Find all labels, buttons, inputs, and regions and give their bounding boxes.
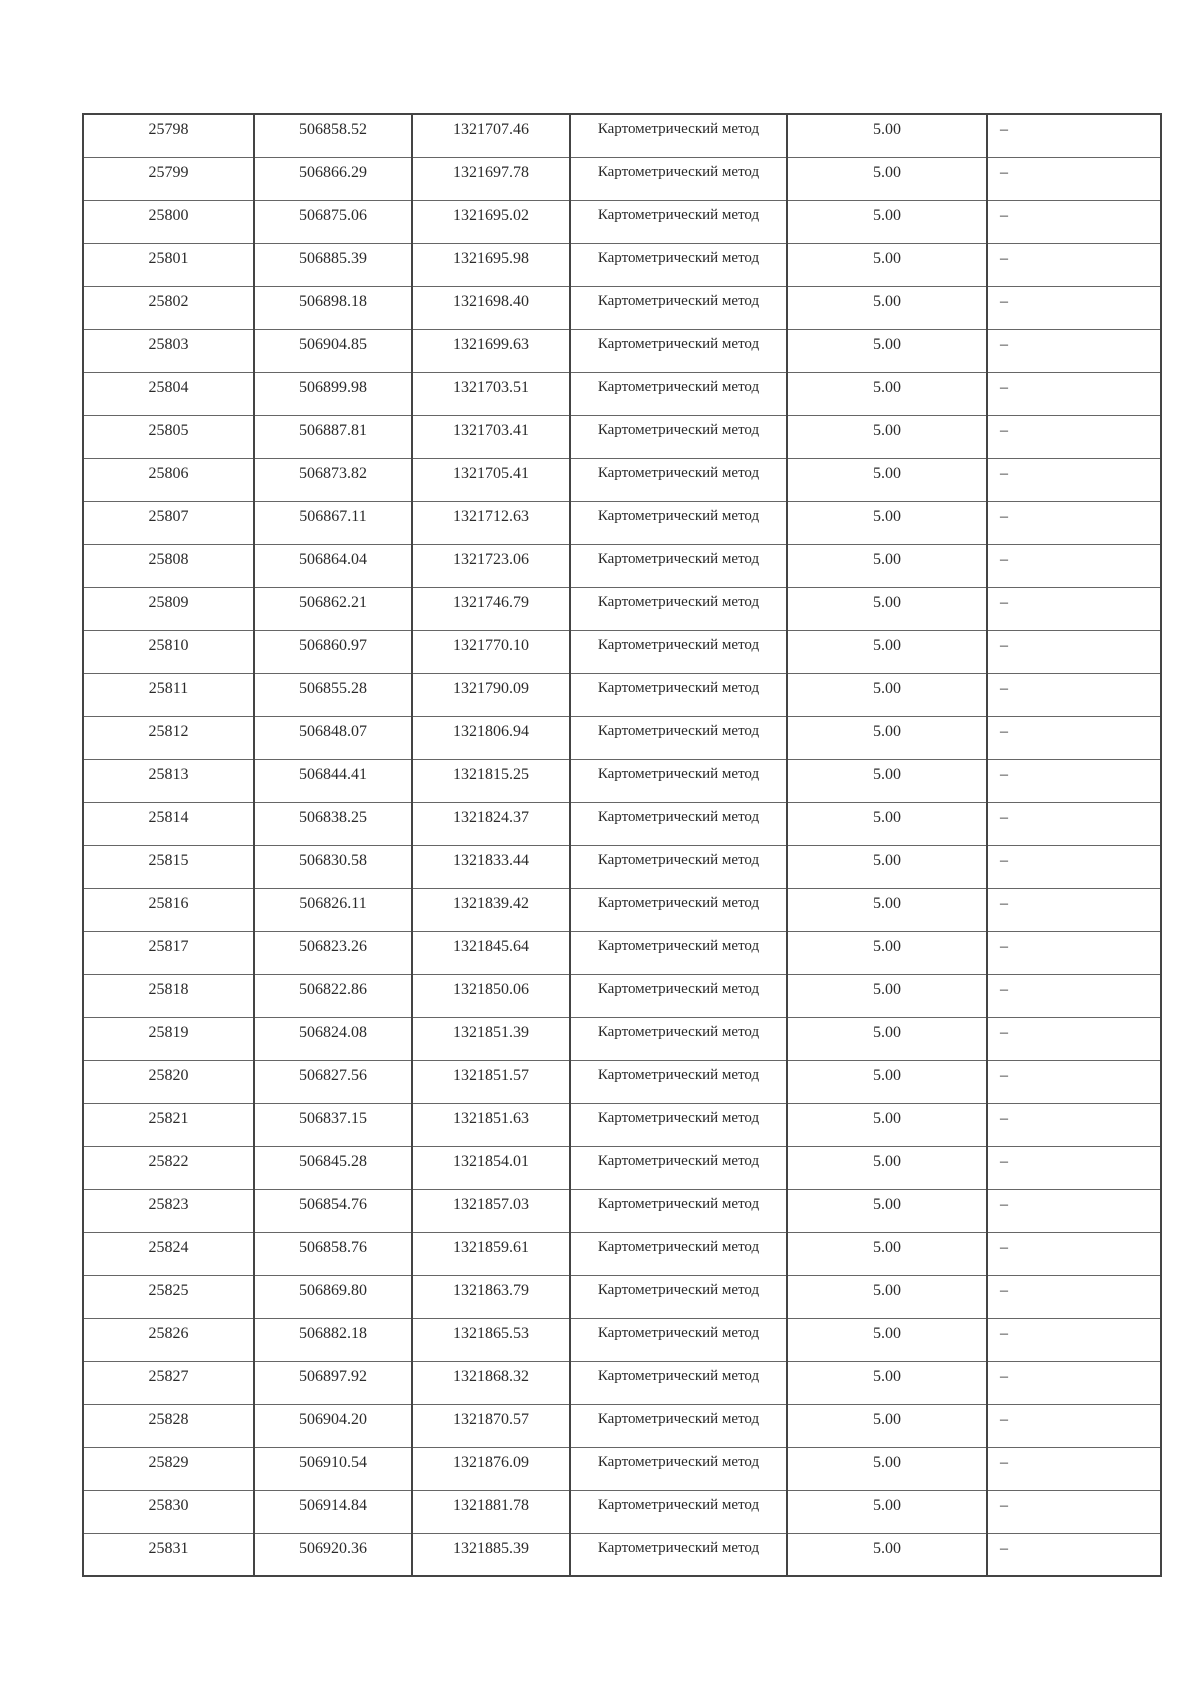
x-coordinate-cell: 506899.98 [254, 372, 412, 415]
point-number-cell: 25804 [83, 372, 254, 415]
point-number-cell: 25823 [83, 1189, 254, 1232]
x-coordinate-cell: 506854.76 [254, 1189, 412, 1232]
y-coordinate-cell: 1321703.41 [412, 415, 570, 458]
accuracy-cell: 5.00 [787, 1361, 987, 1404]
description-cell: – [987, 1318, 1161, 1361]
y-coordinate-cell: 1321851.39 [412, 1017, 570, 1060]
x-coordinate-cell: 506837.15 [254, 1103, 412, 1146]
table-row [83, 544, 1161, 587]
accuracy-cell: 5.00 [787, 630, 987, 673]
table-row [83, 1533, 1161, 1576]
x-coordinate-cell: 506830.58 [254, 845, 412, 888]
description-cell: – [987, 544, 1161, 587]
x-coordinate-cell: 506824.08 [254, 1017, 412, 1060]
description-cell: – [987, 286, 1161, 329]
x-coordinate-cell: 506823.26 [254, 931, 412, 974]
y-coordinate-cell: 1321703.51 [412, 372, 570, 415]
accuracy-cell: 5.00 [787, 802, 987, 845]
point-number-cell: 25817 [83, 931, 254, 974]
x-coordinate-cell: 506898.18 [254, 286, 412, 329]
description-cell: – [987, 802, 1161, 845]
table-row [83, 1017, 1161, 1060]
y-coordinate-cell: 1321699.63 [412, 329, 570, 372]
description-cell: – [987, 458, 1161, 501]
description-cell: – [987, 200, 1161, 243]
description-cell: – [987, 931, 1161, 974]
x-coordinate-cell: 506869.80 [254, 1275, 412, 1318]
y-coordinate-cell: 1321881.78 [412, 1490, 570, 1533]
point-number-cell: 25811 [83, 673, 254, 716]
table-row [83, 1189, 1161, 1232]
accuracy-cell: 5.00 [787, 114, 987, 157]
description-cell: – [987, 1447, 1161, 1490]
description-cell: – [987, 1232, 1161, 1275]
accuracy-cell: 5.00 [787, 1232, 987, 1275]
accuracy-cell: 5.00 [787, 716, 987, 759]
accuracy-cell: 5.00 [787, 286, 987, 329]
x-coordinate-cell: 506882.18 [254, 1318, 412, 1361]
method-cell: Картометрический метод [570, 157, 787, 200]
description-cell: – [987, 1189, 1161, 1232]
point-number-cell: 25830 [83, 1490, 254, 1533]
description-cell: – [987, 1490, 1161, 1533]
accuracy-cell: 5.00 [787, 673, 987, 716]
accuracy-cell: 5.00 [787, 1447, 987, 1490]
accuracy-cell: 5.00 [787, 974, 987, 1017]
method-cell: Картометрический метод [570, 1146, 787, 1189]
accuracy-cell: 5.00 [787, 501, 987, 544]
accuracy-cell: 5.00 [787, 1490, 987, 1533]
table-row [83, 415, 1161, 458]
table-row [83, 286, 1161, 329]
point-number-cell: 25813 [83, 759, 254, 802]
point-number-cell: 25798 [83, 114, 254, 157]
y-coordinate-cell: 1321851.63 [412, 1103, 570, 1146]
method-cell: Картометрический метод [570, 587, 787, 630]
table-row [83, 1447, 1161, 1490]
x-coordinate-cell: 506848.07 [254, 716, 412, 759]
point-number-cell: 25814 [83, 802, 254, 845]
method-cell: Картометрический метод [570, 1017, 787, 1060]
table-row [83, 458, 1161, 501]
description-cell: – [987, 888, 1161, 931]
method-cell: Картометрический метод [570, 243, 787, 286]
y-coordinate-cell: 1321815.25 [412, 759, 570, 802]
point-number-cell: 25802 [83, 286, 254, 329]
table-row [83, 157, 1161, 200]
point-number-cell: 25816 [83, 888, 254, 931]
y-coordinate-cell: 1321833.44 [412, 845, 570, 888]
y-coordinate-cell: 1321698.40 [412, 286, 570, 329]
description-cell: – [987, 1361, 1161, 1404]
point-number-cell: 25799 [83, 157, 254, 200]
accuracy-cell: 5.00 [787, 200, 987, 243]
y-coordinate-cell: 1321857.03 [412, 1189, 570, 1232]
description-cell: – [987, 1103, 1161, 1146]
y-coordinate-cell: 1321695.02 [412, 200, 570, 243]
point-number-cell: 25800 [83, 200, 254, 243]
accuracy-cell: 5.00 [787, 329, 987, 372]
table-row [83, 329, 1161, 372]
y-coordinate-cell: 1321723.06 [412, 544, 570, 587]
accuracy-cell: 5.00 [787, 1017, 987, 1060]
description-cell: – [987, 630, 1161, 673]
x-coordinate-cell: 506914.84 [254, 1490, 412, 1533]
y-coordinate-cell: 1321863.79 [412, 1275, 570, 1318]
description-cell: – [987, 501, 1161, 544]
y-coordinate-cell: 1321859.61 [412, 1232, 570, 1275]
table-row [83, 372, 1161, 415]
method-cell: Картометрический метод [570, 1533, 787, 1576]
accuracy-cell: 5.00 [787, 157, 987, 200]
coordinates-table [82, 113, 1162, 1577]
x-coordinate-cell: 506920.36 [254, 1533, 412, 1576]
accuracy-cell: 5.00 [787, 1275, 987, 1318]
y-coordinate-cell: 1321806.94 [412, 716, 570, 759]
method-cell: Картометрический метод [570, 974, 787, 1017]
table-row [83, 1060, 1161, 1103]
x-coordinate-cell: 506822.86 [254, 974, 412, 1017]
method-cell: Картометрический метод [570, 415, 787, 458]
x-coordinate-cell: 506897.92 [254, 1361, 412, 1404]
method-cell: Картометрический метод [570, 1189, 787, 1232]
method-cell: Картометрический метод [570, 716, 787, 759]
x-coordinate-cell: 506838.25 [254, 802, 412, 845]
point-number-cell: 25808 [83, 544, 254, 587]
y-coordinate-cell: 1321695.98 [412, 243, 570, 286]
table-row [83, 1275, 1161, 1318]
table-row [83, 974, 1161, 1017]
point-number-cell: 25824 [83, 1232, 254, 1275]
method-cell: Картометрический метод [570, 1275, 787, 1318]
method-cell: Картометрический метод [570, 329, 787, 372]
y-coordinate-cell: 1321712.63 [412, 501, 570, 544]
point-number-cell: 25825 [83, 1275, 254, 1318]
description-cell: – [987, 974, 1161, 1017]
accuracy-cell: 5.00 [787, 1533, 987, 1576]
method-cell: Картометрический метод [570, 458, 787, 501]
x-coordinate-cell: 506860.97 [254, 630, 412, 673]
method-cell: Картометрический метод [570, 1318, 787, 1361]
x-coordinate-cell: 506887.81 [254, 415, 412, 458]
x-coordinate-cell: 506862.21 [254, 587, 412, 630]
description-cell: – [987, 114, 1161, 157]
point-number-cell: 25826 [83, 1318, 254, 1361]
method-cell: Картометрический метод [570, 1490, 787, 1533]
y-coordinate-cell: 1321845.64 [412, 931, 570, 974]
y-coordinate-cell: 1321885.39 [412, 1533, 570, 1576]
accuracy-cell: 5.00 [787, 1189, 987, 1232]
description-cell: – [987, 157, 1161, 200]
accuracy-cell: 5.00 [787, 1318, 987, 1361]
table-row [83, 630, 1161, 673]
method-cell: Картометрический метод [570, 759, 787, 802]
description-cell: – [987, 587, 1161, 630]
method-cell: Картометрический метод [570, 1232, 787, 1275]
point-number-cell: 25809 [83, 587, 254, 630]
point-number-cell: 25806 [83, 458, 254, 501]
x-coordinate-cell: 506910.54 [254, 1447, 412, 1490]
y-coordinate-cell: 1321790.09 [412, 673, 570, 716]
y-coordinate-cell: 1321850.06 [412, 974, 570, 1017]
method-cell: Картометрический метод [570, 673, 787, 716]
point-number-cell: 25815 [83, 845, 254, 888]
accuracy-cell: 5.00 [787, 458, 987, 501]
accuracy-cell: 5.00 [787, 888, 987, 931]
table-row [83, 716, 1161, 759]
point-number-cell: 25818 [83, 974, 254, 1017]
description-cell: – [987, 372, 1161, 415]
accuracy-cell: 5.00 [787, 544, 987, 587]
table-row [83, 802, 1161, 845]
accuracy-cell: 5.00 [787, 415, 987, 458]
y-coordinate-cell: 1321876.09 [412, 1447, 570, 1490]
description-cell: – [987, 1275, 1161, 1318]
x-coordinate-cell: 506858.52 [254, 114, 412, 157]
method-cell: Картометрический метод [570, 1404, 787, 1447]
point-number-cell: 25828 [83, 1404, 254, 1447]
method-cell: Картометрический метод [570, 372, 787, 415]
y-coordinate-cell: 1321868.32 [412, 1361, 570, 1404]
y-coordinate-cell: 1321705.41 [412, 458, 570, 501]
description-cell: – [987, 759, 1161, 802]
method-cell: Картометрический метод [570, 1447, 787, 1490]
x-coordinate-cell: 506845.28 [254, 1146, 412, 1189]
method-cell: Картометрический метод [570, 544, 787, 587]
point-number-cell: 25819 [83, 1017, 254, 1060]
point-number-cell: 25827 [83, 1361, 254, 1404]
table-row [83, 931, 1161, 974]
table-row [83, 587, 1161, 630]
x-coordinate-cell: 506858.76 [254, 1232, 412, 1275]
x-coordinate-cell: 506885.39 [254, 243, 412, 286]
table-row [83, 501, 1161, 544]
method-cell: Картометрический метод [570, 1060, 787, 1103]
point-number-cell: 25829 [83, 1447, 254, 1490]
description-cell: – [987, 1146, 1161, 1189]
x-coordinate-cell: 506827.56 [254, 1060, 412, 1103]
x-coordinate-cell: 506904.85 [254, 329, 412, 372]
accuracy-cell: 5.00 [787, 243, 987, 286]
y-coordinate-cell: 1321870.57 [412, 1404, 570, 1447]
x-coordinate-cell: 506875.06 [254, 200, 412, 243]
point-number-cell: 25812 [83, 716, 254, 759]
point-number-cell: 25810 [83, 630, 254, 673]
method-cell: Картометрический метод [570, 931, 787, 974]
point-number-cell: 25805 [83, 415, 254, 458]
x-coordinate-cell: 506844.41 [254, 759, 412, 802]
coordinates-table-body [83, 114, 1161, 1576]
table-row [83, 200, 1161, 243]
x-coordinate-cell: 506867.11 [254, 501, 412, 544]
accuracy-cell: 5.00 [787, 1146, 987, 1189]
accuracy-cell: 5.00 [787, 1404, 987, 1447]
point-number-cell: 25807 [83, 501, 254, 544]
table-row [83, 1318, 1161, 1361]
method-cell: Картометрический метод [570, 630, 787, 673]
method-cell: Картометрический метод [570, 888, 787, 931]
accuracy-cell: 5.00 [787, 931, 987, 974]
description-cell: – [987, 1017, 1161, 1060]
table-row [83, 1103, 1161, 1146]
description-cell: – [987, 1060, 1161, 1103]
y-coordinate-cell: 1321824.37 [412, 802, 570, 845]
x-coordinate-cell: 506855.28 [254, 673, 412, 716]
x-coordinate-cell: 506826.11 [254, 888, 412, 931]
y-coordinate-cell: 1321697.78 [412, 157, 570, 200]
accuracy-cell: 5.00 [787, 845, 987, 888]
accuracy-cell: 5.00 [787, 587, 987, 630]
table-row [83, 888, 1161, 931]
point-number-cell: 25801 [83, 243, 254, 286]
table-row [83, 845, 1161, 888]
point-number-cell: 25803 [83, 329, 254, 372]
y-coordinate-cell: 1321839.42 [412, 888, 570, 931]
x-coordinate-cell: 506873.82 [254, 458, 412, 501]
accuracy-cell: 5.00 [787, 372, 987, 415]
table-row [83, 1232, 1161, 1275]
method-cell: Картометрический метод [570, 286, 787, 329]
description-cell: – [987, 845, 1161, 888]
x-coordinate-cell: 506864.04 [254, 544, 412, 587]
description-cell: – [987, 1404, 1161, 1447]
y-coordinate-cell: 1321707.46 [412, 114, 570, 157]
table-row [83, 1146, 1161, 1189]
table-row [83, 243, 1161, 286]
description-cell: – [987, 673, 1161, 716]
accuracy-cell: 5.00 [787, 1103, 987, 1146]
description-cell: – [987, 243, 1161, 286]
point-number-cell: 25821 [83, 1103, 254, 1146]
table-row [83, 114, 1161, 157]
description-cell: – [987, 1533, 1161, 1576]
description-cell: – [987, 716, 1161, 759]
x-coordinate-cell: 506904.20 [254, 1404, 412, 1447]
method-cell: Картометрический метод [570, 200, 787, 243]
table-row [83, 1490, 1161, 1533]
accuracy-cell: 5.00 [787, 759, 987, 802]
table-row [83, 759, 1161, 802]
point-number-cell: 25820 [83, 1060, 254, 1103]
point-number-cell: 25822 [83, 1146, 254, 1189]
x-coordinate-cell: 506866.29 [254, 157, 412, 200]
method-cell: Картометрический метод [570, 114, 787, 157]
accuracy-cell: 5.00 [787, 1060, 987, 1103]
method-cell: Картометрический метод [570, 802, 787, 845]
table-row [83, 673, 1161, 716]
y-coordinate-cell: 1321770.10 [412, 630, 570, 673]
point-number-cell: 25831 [83, 1533, 254, 1576]
method-cell: Картометрический метод [570, 501, 787, 544]
table-row [83, 1404, 1161, 1447]
description-cell: – [987, 329, 1161, 372]
y-coordinate-cell: 1321851.57 [412, 1060, 570, 1103]
method-cell: Картометрический метод [570, 845, 787, 888]
table-row [83, 1361, 1161, 1404]
y-coordinate-cell: 1321746.79 [412, 587, 570, 630]
method-cell: Картометрический метод [570, 1103, 787, 1146]
y-coordinate-cell: 1321854.01 [412, 1146, 570, 1189]
description-cell: – [987, 415, 1161, 458]
method-cell: Картометрический метод [570, 1361, 787, 1404]
y-coordinate-cell: 1321865.53 [412, 1318, 570, 1361]
